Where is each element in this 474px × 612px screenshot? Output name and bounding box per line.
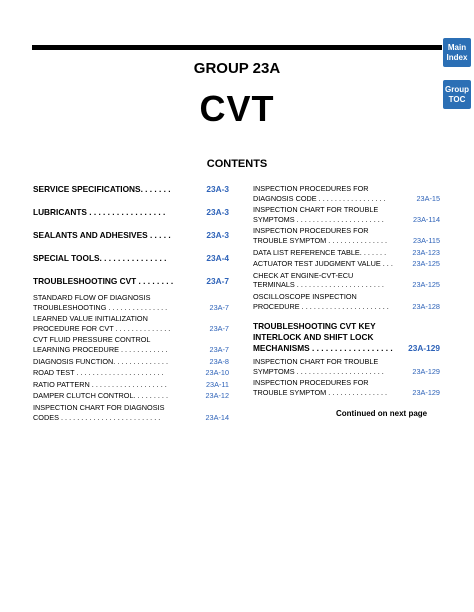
group-toc-label: Group TOC bbox=[445, 84, 469, 104]
toc-page-link[interactable]: 23A-7 bbox=[206, 276, 229, 286]
toc-left-column bbox=[33, 184, 229, 424]
toc-page-link[interactable]: 23A-12 bbox=[205, 391, 229, 401]
toc-page-link[interactable]: 23A-7 bbox=[209, 344, 229, 354]
toc-page-link[interactable]: 23A-15 bbox=[416, 193, 440, 203]
toc-page-link[interactable]: 23A-11 bbox=[206, 379, 229, 389]
toc-entry-title: ROAD TEST . . . . . . . . . . . . . . . . . . . . . . bbox=[33, 368, 164, 378]
toc-entry[interactable] bbox=[33, 184, 229, 195]
toc-entry-title: DATA LIST REFERENCE TABLE. . . . . . . bbox=[253, 247, 387, 257]
toc-entry[interactable] bbox=[33, 380, 229, 390]
toc-entry-title: INSPECTION PROCEDURES FOR TROUBLE SYMPTOM . . . . . . . . . . . . . . . bbox=[253, 378, 388, 397]
toc-entry[interactable] bbox=[33, 357, 229, 367]
toc-entry[interactable] bbox=[253, 259, 440, 269]
toc-entry[interactable] bbox=[33, 230, 229, 241]
group-title: GROUP 23A bbox=[193, 60, 281, 77]
toc-entry[interactable] bbox=[253, 378, 440, 397]
toc-entry-title: OSCILLOSCOPE INSPECTION PROCEDURE . . . . . . . . . . . . . . . . . . . . . . bbox=[253, 291, 389, 311]
toc-entry-title: TROUBLESHOOTING CVT . . . . . . . . bbox=[33, 276, 174, 286]
toc-entry-title: SEALANTS AND ADHESIVES . . . . . bbox=[33, 230, 171, 240]
main-index-label: Main Index bbox=[446, 42, 468, 62]
toc-entry-title: INSPECTION CHART FOR TROUBLE SYMPTOMS . . . . . . . . . . . . . . . . . . . . . . bbox=[253, 357, 384, 376]
toc-page-link[interactable]: 23A-128 bbox=[412, 301, 440, 311]
toc-entry[interactable] bbox=[253, 271, 440, 290]
toc-entry-title: INSPECTION CHART FOR TROUBLE SYMPTOMS . . . . . . . . . . . . . . . . . . . . . . bbox=[253, 205, 384, 224]
toc-entry-title: SERVICE SPECIFICATIONS. . . . . . . bbox=[33, 184, 171, 194]
toc-entry[interactable] bbox=[33, 276, 229, 287]
toc-entry-title: LUBRICANTS . . . . . . . . . . . . . . . . . bbox=[33, 207, 166, 217]
toc-entry-title: DIAGNOSIS FUNCTION. . . . . . . . . . . . . . bbox=[33, 356, 169, 366]
continued-note: Continued on next page bbox=[336, 409, 428, 418]
toc-page-link[interactable]: 23A-7 bbox=[209, 323, 229, 333]
toc-entry[interactable] bbox=[33, 391, 229, 401]
toc-entry-title: LEARNED VALUE INITIALIZATION PROCEDURE FOR CVT . . . . . . . . . . . . . . bbox=[33, 314, 171, 333]
toc-entry[interactable] bbox=[33, 368, 229, 378]
page-title: CVT bbox=[199, 88, 275, 129]
toc-entry[interactable] bbox=[33, 314, 229, 333]
toc-page-link[interactable]: 23A-129 bbox=[412, 387, 440, 397]
toc-page-link[interactable]: 23A-7 bbox=[209, 302, 229, 312]
toc-entry-title: TROUBLESHOOTING CVT KEY INTERLOCK AND SHIFT LOCK MECHANISMS . . . . . . . . . . . . . . . . . . bbox=[253, 321, 393, 354]
toc-page-link[interactable]: 23A-129 bbox=[412, 366, 440, 376]
toc-page-link[interactable]: 23A-3 bbox=[206, 184, 229, 194]
toc-entry[interactable] bbox=[33, 335, 229, 354]
toc-page-link[interactable]: 23A-125 bbox=[412, 259, 440, 269]
toc-page-link[interactable]: 23A-4 bbox=[206, 253, 229, 263]
toc-page-link[interactable]: 23A-123 bbox=[412, 247, 440, 257]
header-rule bbox=[32, 45, 442, 50]
toc-entry-title: INSPECTION CHART FOR DIAGNOSIS CODES . . . . . . . . . . . . . . . . . . . . . . . . . bbox=[33, 402, 165, 422]
toc-entry[interactable] bbox=[253, 321, 440, 354]
toc-entry-title: CHECK AT ENGINE-CVT-ECU TERMINALS . . . . . . . . . . . . . . . . . . . . . . bbox=[253, 270, 384, 290]
toc-entry[interactable] bbox=[253, 357, 440, 376]
toc-page-link[interactable]: 23A-8 bbox=[209, 356, 229, 366]
toc-entry-title: STANDARD FLOW OF DIAGNOSIS TROUBLESHOOTING . . . . . . . . . . . . . . . bbox=[33, 293, 168, 312]
toc-page-link[interactable]: 23A-10 bbox=[205, 368, 229, 378]
toc-entry-title: CVT FLUID PRESSURE CONTROL LEARNING PROCEDURE . . . . . . . . . . . . bbox=[33, 335, 168, 354]
toc-page-link[interactable]: 23A-3 bbox=[206, 230, 229, 240]
toc-entry[interactable] bbox=[253, 184, 440, 203]
contents-heading: CONTENTS bbox=[206, 158, 268, 170]
toc-page-link[interactable]: 23A-14 bbox=[205, 412, 229, 422]
toc-entry[interactable] bbox=[253, 205, 440, 224]
toc-entry[interactable] bbox=[33, 207, 229, 218]
toc-entry[interactable] bbox=[253, 292, 440, 311]
toc-entry[interactable] bbox=[253, 248, 440, 258]
toc-entry-title: INSPECTION PROCEDURES FOR DIAGNOSIS CODE . . . . . . . . . . . . . . . . . bbox=[253, 184, 386, 203]
toc-entry-title: SPECIAL TOOLS. . . . . . . . . . . . . . . bbox=[33, 253, 167, 263]
toc-entry-title: ACTUATOR TEST JUDGMENT VALUE . . . bbox=[253, 259, 393, 269]
toc-page-link[interactable]: 23A-3 bbox=[206, 207, 229, 217]
toc-right-column bbox=[253, 184, 440, 400]
toc-page-link[interactable]: 23A-115 bbox=[412, 235, 440, 245]
toc-page-link[interactable]: 23A-125 bbox=[412, 280, 440, 290]
toc-entry[interactable] bbox=[253, 226, 440, 245]
toc-entry[interactable] bbox=[33, 403, 229, 422]
toc-page-link[interactable]: 23A-129 bbox=[408, 343, 440, 354]
toc-entry-title: RATIO PATTERN . . . . . . . . . . . . . . . . . . . bbox=[33, 379, 167, 389]
toc-page-link[interactable]: 23A-114 bbox=[412, 214, 440, 224]
toc-entry[interactable] bbox=[33, 253, 229, 264]
toc-entry-title: DAMPER CLUTCH CONTROL. . . . . . . . . bbox=[33, 391, 169, 401]
toc-entry[interactable] bbox=[33, 293, 229, 312]
toc-entry-title: INSPECTION PROCEDURES FOR TROUBLE SYMPTOM . . . . . . . . . . . . . . . bbox=[253, 226, 388, 245]
